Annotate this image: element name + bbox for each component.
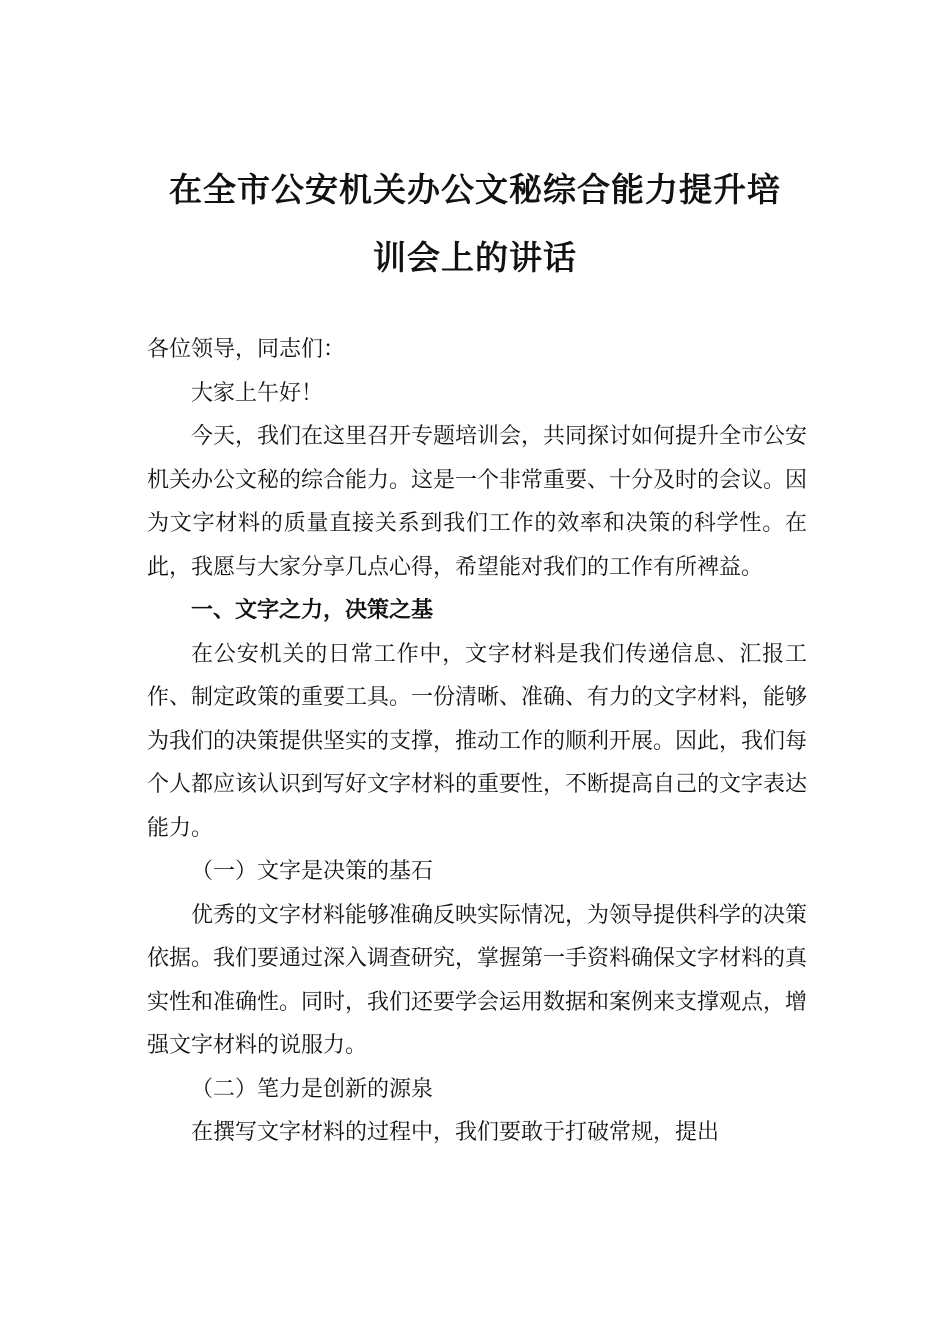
document-title-line-2: 训会上的讲话 bbox=[373, 238, 577, 277]
section-1-paragraph: 在公安机关的日常工作中，文字材料是我们传递信息、汇报工作、制定政策的重要工具。一份清晰、准确、有力的文字材料，能够为我们的决策提供坚实的支撑，推动工作的顺利开展。因此，我们每个人都应该认识到写好文字材料的重要性，不断提高自己的文字表达能力。 bbox=[147, 641, 808, 841]
section-heading-1: 一、文字之力，决策之基 bbox=[191, 598, 434, 623]
subsection-heading-1: （一）文字是决策的基石 bbox=[191, 859, 434, 884]
subsection-heading-2: （二）笔力是创新的源泉 bbox=[191, 1076, 434, 1102]
subsection-2-paragraph: 在撰写文字材料的过程中，我们要敢于打破常规，提出 bbox=[191, 1120, 720, 1145]
intro-paragraph: 今天，我们在这里召开专题培训会，共同探讨如何提升全市公安机关办公文秘的综合能力。这是一个非常重要、十分及时的会议。因为文字材料的质量直接关系到我们工作的效率和决策的科学性。在此，我愿与大家分享几点心得，希望能对我们的工作有所裨益。 bbox=[147, 424, 808, 580]
document-title-line-1: 在全市公安机关办公文秘综合能力提升培 bbox=[169, 170, 781, 209]
greeting: 大家上午好！ bbox=[191, 380, 324, 406]
subsection-1-paragraph: 优秀的文字材料能够准确反映实际情况，为领导提供科学的决策依据。我们要通过深入调查研究，掌握第一手资料确保文字材料的真实性和准确性。同时，我们还要学会运用数据和案例来支撑观点，增强文字材料的说服力。 bbox=[147, 902, 808, 1058]
salutation: 各位领导，同志们： bbox=[147, 337, 346, 362]
document-body bbox=[147, 328, 807, 1155]
